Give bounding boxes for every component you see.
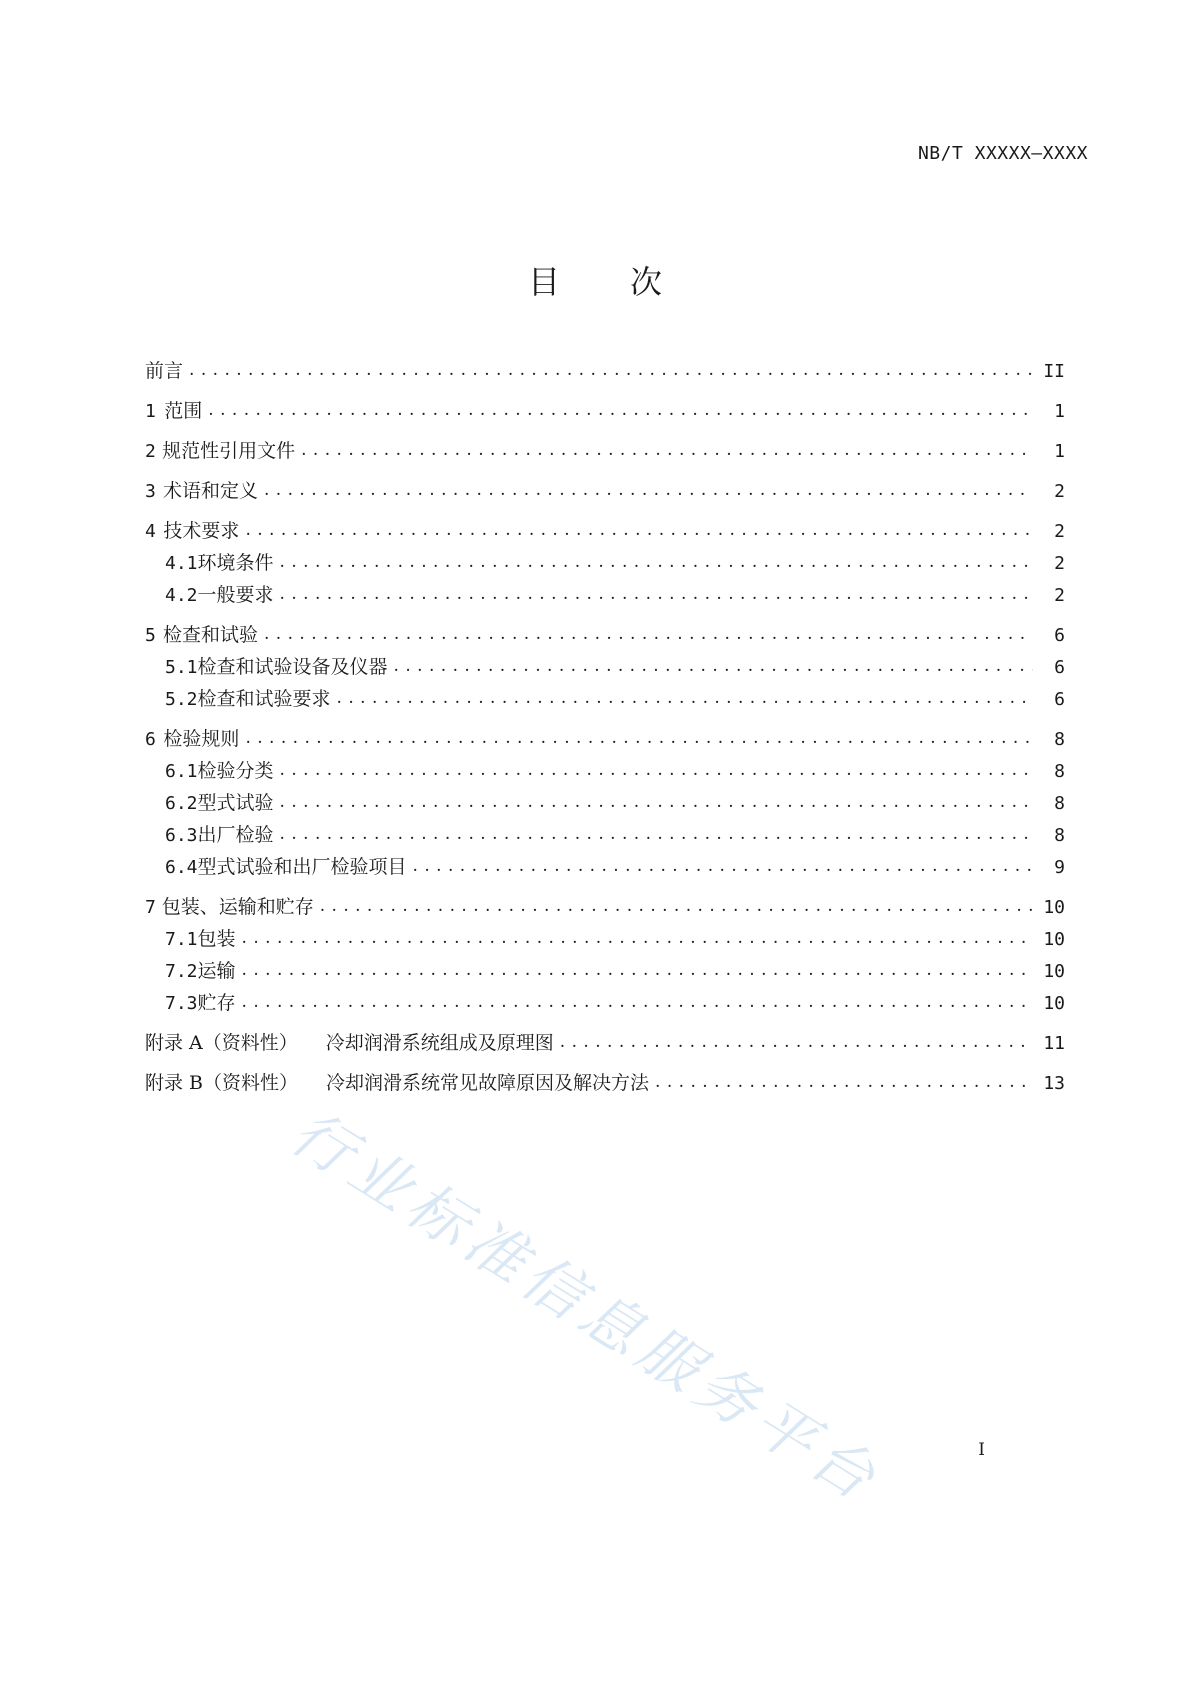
toc-entry-number: 6.3 [165, 825, 198, 846]
toc-entry-title: 附录 B（资料性） [145, 1072, 299, 1094]
standard-number: NB/T XXXXX—XXXX [917, 143, 1088, 164]
toc-entry[interactable] [145, 478, 1065, 505]
toc-subentry[interactable] [145, 550, 1065, 577]
toc-subentry[interactable] [145, 990, 1065, 1017]
toc-page-number: 10 [1043, 961, 1065, 982]
toc-subentry[interactable] [145, 926, 1065, 953]
page-title [0, 257, 1190, 303]
toc-entry-title: 运输 [197, 960, 236, 982]
toc-leader-dots [264, 620, 1033, 647]
toc-entry-number: 6.2 [165, 793, 198, 814]
toc-entry-number: 6.1 [165, 761, 198, 782]
toc-page-number: 2 [1054, 521, 1065, 542]
toc-subentry[interactable] [145, 686, 1065, 713]
page-number: I [978, 1440, 985, 1460]
watermark: 行业标准信息服务平台 [278, 1097, 893, 1518]
toc-entry[interactable] [145, 1070, 1065, 1097]
toc-leader-dots [280, 548, 1033, 575]
toc-entry[interactable] [145, 1030, 1065, 1057]
toc-page-number: 1 [1054, 401, 1065, 422]
toc-leader-dots [189, 356, 1033, 383]
toc-subentry[interactable] [145, 822, 1065, 849]
toc-appendix-title: 冷却润滑系统组成及原理图 [325, 1032, 554, 1054]
toc-entry-title: 范围 [164, 400, 203, 422]
toc-subentry[interactable] [145, 854, 1065, 881]
toc-entry[interactable] [145, 894, 1065, 921]
toc-page-number: II [1043, 361, 1065, 382]
toc-entry[interactable] [145, 518, 1065, 545]
toc-page-number: 13 [1043, 1073, 1065, 1094]
toc-entry[interactable] [145, 622, 1065, 649]
toc-subentry[interactable] [145, 958, 1065, 985]
toc-entry-title: 检验分类 [197, 760, 274, 782]
toc-entry-title: 检查和试验设备及仪器 [197, 656, 388, 678]
toc-entry-title: 检查和试验 [162, 624, 258, 646]
toc-leader-dots [280, 788, 1033, 815]
toc-leader-dots [413, 852, 1033, 879]
toc-entry-number: 4.2 [165, 585, 198, 606]
toc-entry-title: 一般要求 [197, 584, 274, 606]
toc-leader-dots [301, 436, 1033, 463]
toc-leader-dots [245, 724, 1033, 751]
toc-page-number: 1 [1054, 441, 1065, 462]
toc-entry-title: 包装、运输和贮存 [161, 896, 314, 918]
toc-entry-number: 4.1 [165, 553, 198, 574]
toc-entry-number: 7.3 [165, 993, 198, 1014]
toc-subentry[interactable] [145, 654, 1065, 681]
toc-page-number: 2 [1054, 553, 1065, 574]
toc-leader-dots [208, 396, 1033, 423]
toc-entry-title: 包装 [197, 928, 236, 950]
toc-appendix-title: 冷却润滑系统常见故障原因及解决方法 [326, 1072, 650, 1094]
toc-entry-number: 6 [145, 729, 156, 750]
toc-page-number: 9 [1054, 857, 1065, 878]
toc-leader-dots [242, 924, 1033, 951]
toc-page-number: 2 [1054, 481, 1065, 502]
toc-entry-number: 5.2 [165, 689, 198, 710]
toc-leader-dots [280, 820, 1033, 847]
toc-entry-title: 出厂检验 [197, 824, 274, 846]
toc-page-number: 10 [1043, 993, 1065, 1014]
title-char-1: 目 [527, 263, 560, 301]
toc-entry-title: 检验规则 [163, 728, 240, 750]
table-of-contents [145, 358, 1065, 1097]
toc-entry-number: 7 [145, 897, 156, 918]
toc-entry-number: 5 [145, 625, 156, 646]
toc-leader-dots [320, 892, 1033, 919]
toc-entry[interactable] [145, 438, 1065, 465]
toc-entry-title: 贮存 [197, 992, 236, 1014]
toc-leader-dots [280, 580, 1033, 607]
toc-entry-title: 附录 A（资料性） [145, 1032, 298, 1054]
toc-leader-dots [280, 756, 1033, 783]
toc-leader-dots [245, 516, 1033, 543]
toc-entry-title: 环境条件 [197, 552, 274, 574]
toc-entry-title: 前言 [145, 360, 184, 382]
toc-entry-title: 规范性引用文件 [162, 440, 296, 462]
toc-subentry[interactable] [145, 758, 1065, 785]
toc-page-number: 10 [1043, 897, 1065, 918]
toc-page-number: 8 [1054, 729, 1065, 750]
toc-leader-dots [242, 956, 1033, 983]
toc-leader-dots [242, 988, 1033, 1015]
toc-page-number: 2 [1054, 585, 1065, 606]
toc-page-number: 11 [1043, 1033, 1065, 1054]
toc-leader-dots [560, 1028, 1033, 1055]
toc-leader-dots [337, 684, 1033, 711]
toc-entry-title: 技术要求 [163, 520, 240, 542]
toc-entry-number: 7.1 [165, 929, 198, 950]
toc-entry-number: 7.2 [165, 961, 198, 982]
toc-entry[interactable] [145, 398, 1065, 425]
toc-entry-title: 型式试验和出厂检验项目 [197, 856, 407, 878]
toc-entry[interactable] [145, 726, 1065, 753]
toc-page-number: 6 [1054, 689, 1065, 710]
toc-subentry[interactable] [145, 790, 1065, 817]
toc-subentry[interactable] [145, 582, 1065, 609]
toc-entry-number: 2 [145, 441, 156, 462]
toc-leader-dots [655, 1068, 1033, 1095]
toc-entry-number: 5.1 [165, 657, 198, 678]
toc-page-number: 6 [1054, 625, 1065, 646]
toc-page-number: 8 [1054, 761, 1065, 782]
toc-entry-number: 1 [145, 401, 156, 422]
toc-leader-dots [394, 652, 1033, 679]
toc-entry-number: 3 [145, 481, 156, 502]
toc-entry-title: 术语和定义 [162, 480, 258, 502]
toc-entry[interactable] [145, 358, 1065, 385]
toc-leader-dots [264, 476, 1033, 503]
toc-page-number: 10 [1043, 929, 1065, 950]
toc-entry-title: 检查和试验要求 [197, 688, 331, 710]
toc-page-number: 8 [1054, 825, 1065, 846]
toc-page-number: 8 [1054, 793, 1065, 814]
toc-entry-number: 6.4 [165, 857, 198, 878]
toc-page-number: 6 [1054, 657, 1065, 678]
toc-entry-title: 型式试验 [197, 792, 274, 814]
title-char-2: 次 [630, 263, 663, 301]
toc-entry-number: 4 [145, 521, 156, 542]
